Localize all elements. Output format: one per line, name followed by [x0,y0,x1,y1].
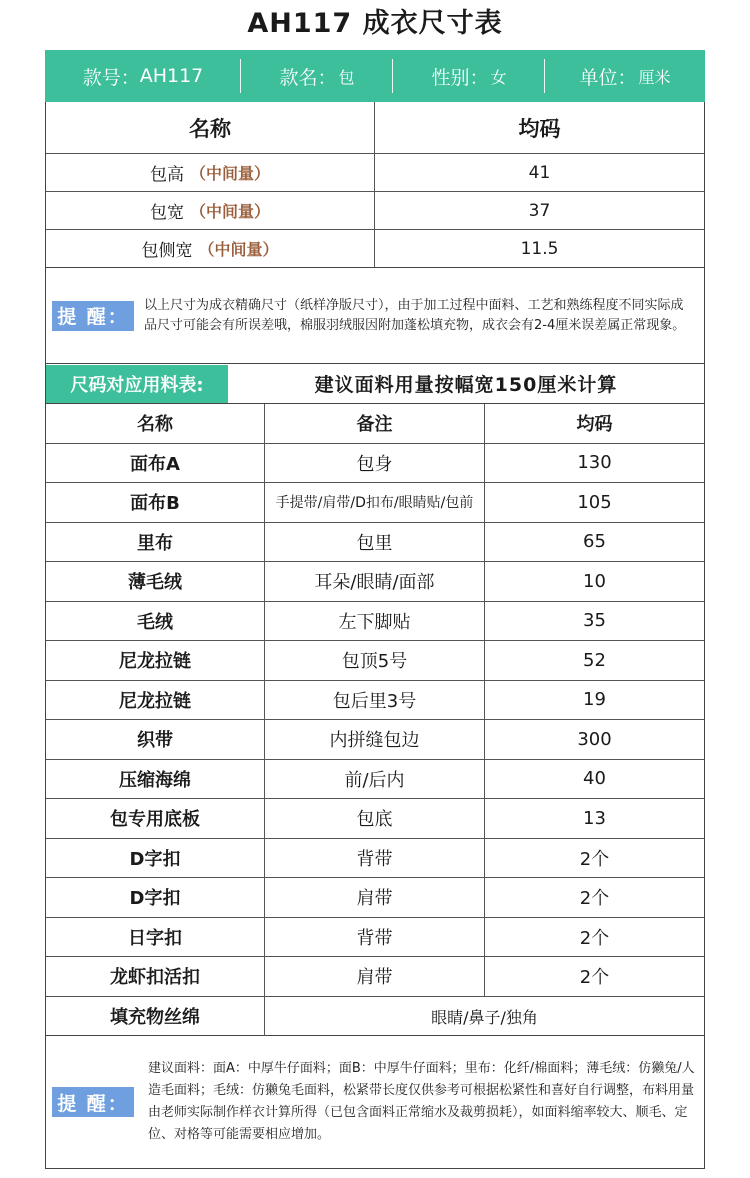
measurement-value: 41 [528,162,551,183]
table-header-row [46,102,704,154]
material-note: 肩带 [265,878,485,917]
table-row [46,681,704,721]
style-name-value: 包 [338,67,355,87]
material-amount: 300 [577,728,612,750]
style-name-label: 款名： [279,66,337,89]
style-number-label: 款号： [82,66,140,89]
table-row [46,799,704,839]
measurement-name-cell [46,154,375,191]
material-name: 压缩海绵 [46,760,265,799]
material-note: 包里 [265,523,485,562]
material-name: 里布 [46,523,265,562]
gender-value: 女 [490,67,507,87]
material-note: 耳朵/眼睛/面部 [265,562,485,601]
material-name: 尼龙拉链 [46,641,265,680]
column-header-size: 均码 [576,414,613,436]
material-name: 面布A [46,444,265,483]
table-row [46,523,704,563]
material-note: 内拼缝包边 [265,720,485,759]
material-amount: 2个 [579,927,610,949]
reminder-box [45,1036,705,1169]
table-row [46,957,704,997]
reminder-text: 以上尺寸为成衣精确尺寸（纸样净版尺寸），由于加工过程中面料、工艺和熟练程度不同实际成品尺寸可能会有所误差哦，棉服羽绒服因附加蓬松填充物，成衣会有2-4厘米误差属正常现象。 [144,297,686,333]
table-row [46,192,704,230]
measurement-name: 包宽 [149,203,184,223]
material-note: 包身 [265,444,485,483]
table-row [46,878,704,918]
measurement-name: 包侧宽 [141,241,193,261]
material-name: 毛绒 [46,602,265,641]
measurement-tag: （中间量） [189,202,270,221]
material-name: D字扣 [46,878,265,917]
page-title: AH117 成衣尺寸表 [247,8,503,39]
measurement-tag: （中间量） [198,240,279,259]
table-row [46,641,704,681]
measurement-value: 11.5 [520,238,559,259]
table-row [46,720,704,760]
table-row [46,918,704,958]
material-name: 包专用底板 [46,799,265,838]
material-note: 包顶5号 [265,641,485,680]
style-number-cell [45,50,241,102]
spec-header-bar [45,50,705,102]
column-header-name: 名称 [46,102,375,153]
column-header-note: 备注 [265,404,485,443]
material-amount: 130 [577,452,612,474]
material-amount: 105 [577,491,612,513]
usage-label: 尺码对应用料表: [46,365,228,403]
measurement-tag: （中间量） [189,164,270,183]
reminder-box [45,268,705,364]
style-name-cell [241,50,393,102]
measurement-name: 包高 [149,165,184,185]
table-row [46,602,704,642]
unit-label: 单位： [579,66,637,89]
material-note: 肩带 [265,957,485,996]
column-header-size: 均码 [518,116,561,141]
measurement-name-cell [46,192,375,229]
material-note: 左下脚贴 [265,602,485,641]
measurement-name-cell [46,230,375,267]
material-amount: 10 [583,570,606,592]
gender-label: 性别： [431,66,489,89]
material-note: 背带 [265,839,485,878]
material-usage-table [45,404,705,1036]
material-note: 包底 [265,799,485,838]
usage-calc-note: 建议面料用量按幅宽150厘米计算 [314,374,618,396]
material-amount: 2个 [579,967,610,989]
material-note: 背带 [265,918,485,957]
measurement-value: 37 [528,200,551,221]
material-name: D字扣 [46,839,265,878]
unit-value: 厘米 [638,67,671,87]
material-amount: 35 [583,610,606,632]
table-row [46,839,704,879]
material-name: 填充物丝绵 [46,997,265,1037]
material-amount: 13 [583,807,606,829]
material-amount: 2个 [579,888,610,910]
material-note: 手提带/肩带/D扣布/眼睛贴/包前 [265,483,485,522]
material-name: 面布B [46,483,265,522]
material-name: 日字扣 [46,918,265,957]
column-header-name: 名称 [46,404,265,443]
table-row [46,444,704,484]
material-name: 尼龙拉链 [46,681,265,720]
material-amount: 2个 [579,848,610,870]
size-table [45,102,705,268]
material-name: 织带 [46,720,265,759]
usage-section-header [45,364,705,404]
material-note: 包后里3号 [265,681,485,720]
material-note: 前/后内 [265,760,485,799]
gender-cell [393,50,545,102]
table-row [46,562,704,602]
material-amount: 40 [583,768,606,790]
reminder-text: 建议面料：面A：中厚牛仔面料；面B：中厚牛仔面料；里布：化纤/棉面料；薄毛绒：仿獭兔/人造毛面料；毛绒：仿獭兔毛面料，松紧带长度仅供参考可根据松紧性和喜好自行调整，布料用量由老师实际制作样衣计算所得（已包含面料正常缩水及裁剪损耗），如面料缩率较大、顺毛、定位、对格等可能需要相应增加。 [148,1061,695,1142]
table-row [46,154,704,192]
unit-cell [545,50,705,102]
table-row [46,230,704,267]
material-amount: 19 [583,689,606,711]
material-amount: 65 [583,531,606,553]
table-row [46,760,704,800]
table-row [46,483,704,523]
material-name: 薄毛绒 [46,562,265,601]
material-note: 眼睛/鼻子/独角 [431,1007,538,1027]
table-row [46,997,704,1037]
material-name: 龙虾扣活扣 [46,957,265,996]
table-header-row [46,404,704,444]
reminder-badge: 提 醒： [52,1087,134,1117]
reminder-badge: 提 醒： [52,301,134,331]
style-number-value: AH117 [139,65,204,87]
material-amount: 52 [583,649,606,671]
